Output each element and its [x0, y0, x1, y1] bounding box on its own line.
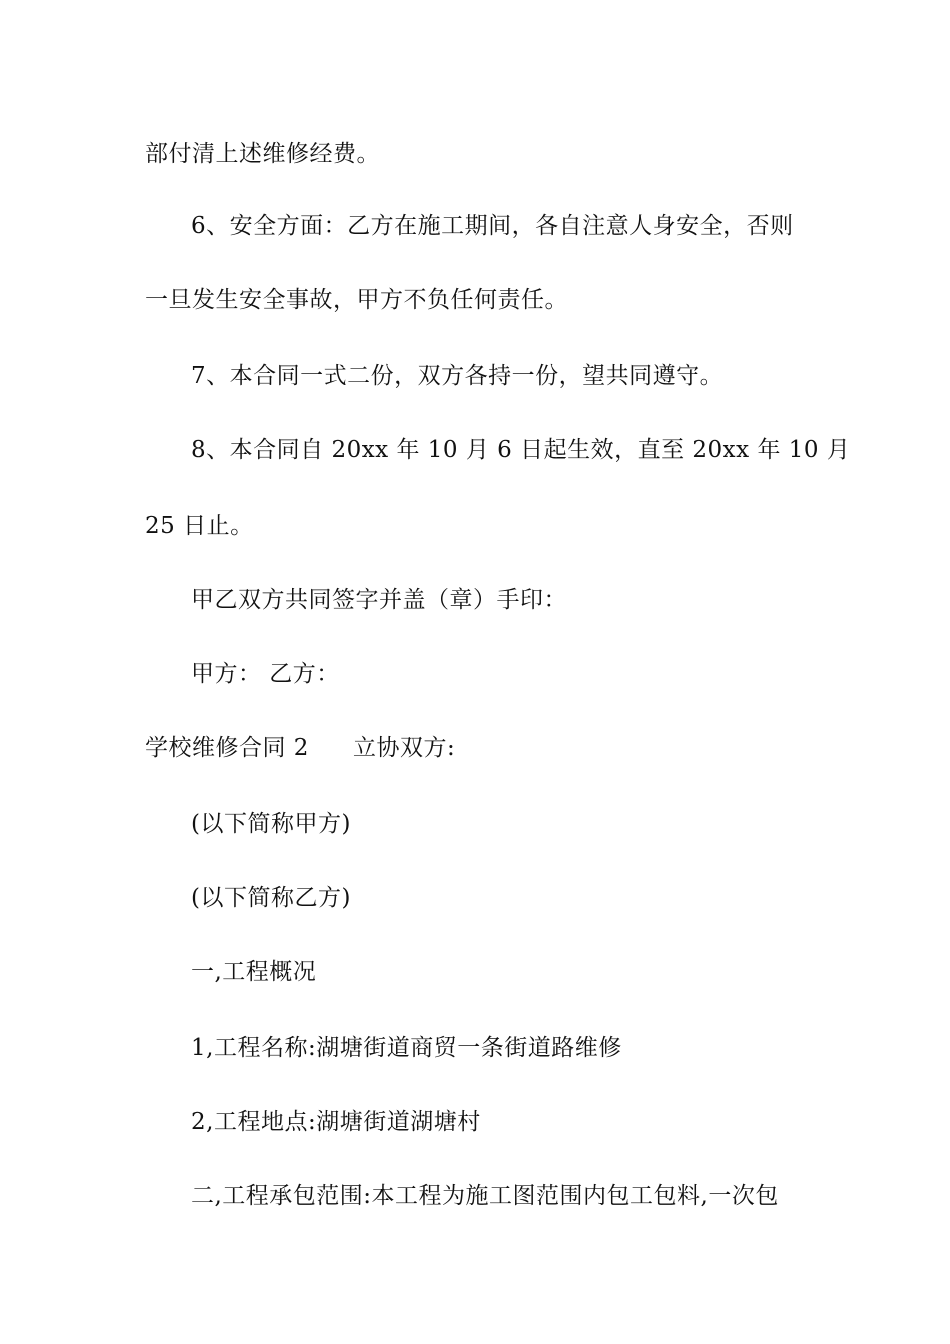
- section-title: 学校维修合同 2: [145, 735, 309, 761]
- paragraph-line: 一,工程概况: [191, 959, 317, 985]
- paragraph-line: 部付清上述维修经费。: [145, 141, 380, 167]
- signature-line: 甲方： 乙方：: [191, 661, 340, 687]
- paragraph-line: (以下简称乙方): [191, 885, 351, 911]
- paragraph-line: 甲乙双方共同签字并盖（章）手印：: [191, 587, 567, 613]
- paragraph-line: 25 日止。: [145, 513, 254, 539]
- paragraph-line: 8、本合同自 20xx 年 10 月 6 日起生效，直至 20xx 年 10 月: [191, 437, 851, 463]
- section-parties: 立协双方:: [352, 735, 456, 761]
- paragraph-line: 7、本合同一式二份，双方各持一份，望共同遵守。: [191, 363, 724, 389]
- paragraph-line: (以下简称甲方): [191, 811, 351, 837]
- paragraph-line: 一旦发生安全事故，甲方不负任何责任。: [145, 287, 568, 313]
- paragraph-line: 二,工程承包范围:本工程为施工图范围内包工包料,一次包: [191, 1183, 779, 1209]
- paragraph-line: 2,工程地点:湖塘街道湖塘村: [191, 1109, 481, 1135]
- section-heading: [145, 733, 825, 763]
- paragraph-line: 1,工程名称:湖塘街道商贸一条街道路维修: [191, 1035, 622, 1061]
- paragraph-line: 6、安全方面：乙方在施工期间，各自注意人身安全，否则: [191, 213, 794, 239]
